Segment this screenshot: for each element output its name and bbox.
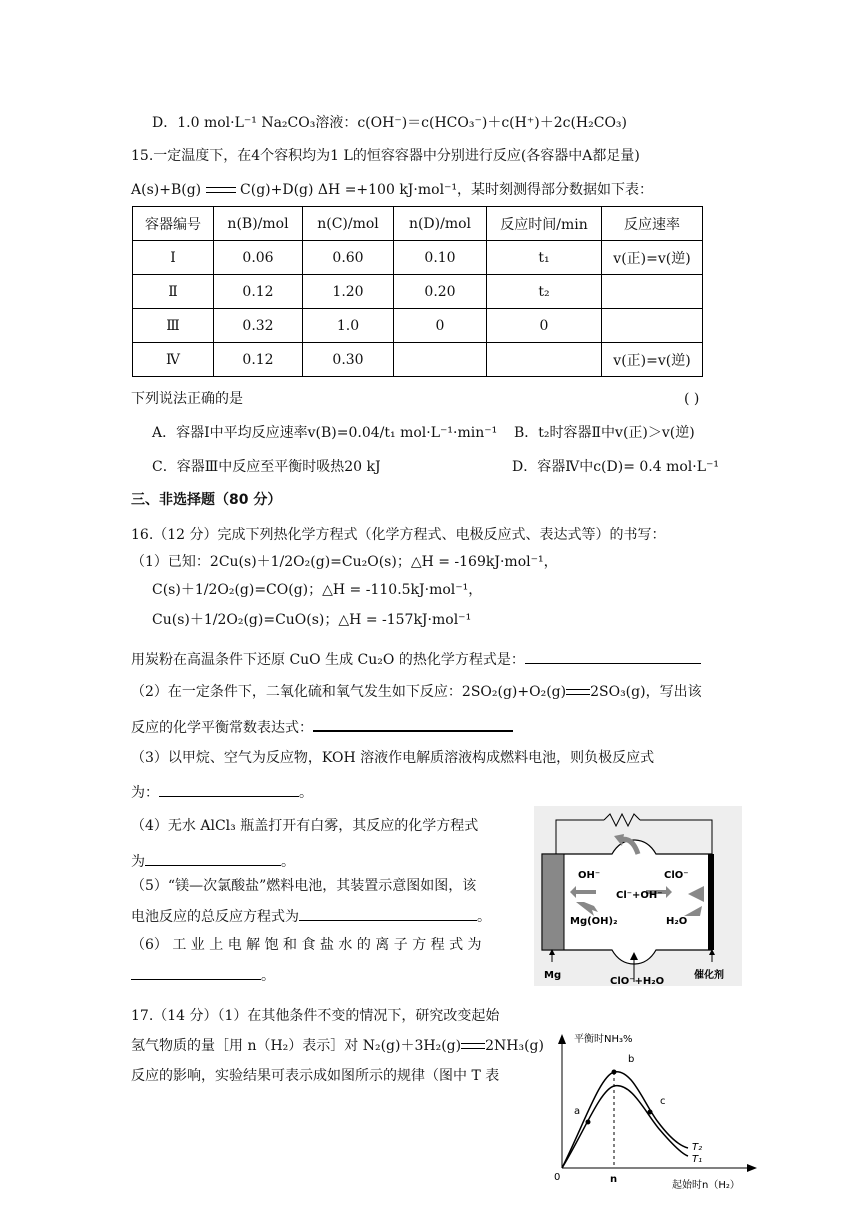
nh3-graph <box>548 1028 760 1192</box>
table-cell: 0.32 <box>214 309 303 343</box>
q15-reaction-right: C(g)+D(g) ΔH =+100 kJ·mol⁻¹，某时刻测得部分数据如下表： <box>240 182 654 198</box>
table-cell: v(正)=v(逆) <box>602 343 703 377</box>
table-cell: 1.20 <box>303 275 394 309</box>
q16-p2-text: （2）在一定条件下，二氧化硫和氧气发生如下反应：2SO₂(g)+O₂(g) <box>131 684 567 700</box>
q15-option-a: A．容器Ⅰ中平均反应速率v(B)=0.04/t₁ mol·L⁻¹·min⁻¹ <box>152 425 498 441</box>
table-cell: 0.30 <box>303 343 394 377</box>
equilibrium-arrow-icon <box>461 1041 485 1051</box>
q17-line2 <box>131 1036 544 1056</box>
q16-stem: 16.（12 分）完成下列热化学方程式（化学方程式、电极反应式、表达式等）的书写： <box>131 527 666 543</box>
q16-p5-line1: （5）“镁—次氯酸盐”燃料电池，其装置示意图如图，该 <box>131 878 477 894</box>
q16-p4-line1: （4）无水 AlCl₃ 瓶盖打开有白雾，其反应的化学方程式 <box>131 818 479 834</box>
equilibrium-arrow-icon <box>566 687 590 697</box>
period: 。 <box>299 785 313 801</box>
table-cell <box>602 275 703 309</box>
n-tick-label: n <box>610 1174 618 1185</box>
section-heading: 三、非选择题（80 分） <box>131 492 282 508</box>
q16-p5-line2 <box>131 905 491 927</box>
table-cell: Ⅲ <box>133 309 214 343</box>
answer-blank[interactable] <box>313 715 513 732</box>
point-a-label: a <box>574 1106 581 1117</box>
table-row <box>133 241 703 275</box>
curve-t2-label: T₂ <box>692 1142 703 1153</box>
answer-blank[interactable] <box>131 964 261 980</box>
label-oh: OH⁻ <box>578 870 601 881</box>
x-axis-label: 起始时n（H₂） <box>672 1180 740 1191</box>
q16-p3-question: 为： <box>131 785 159 801</box>
answer-blank[interactable] <box>159 781 299 797</box>
period: 。 <box>281 854 295 870</box>
q17-line1: 17.（14 分）（1）在其他条件不变的情况下，研究改变起始 <box>131 1008 500 1024</box>
q16-p1-line3: Cu(s)＋1/2O₂(g)=CuO(s)；△H = -157kJ·mol⁻¹ <box>152 612 472 628</box>
table-cell: Ⅳ <box>133 343 214 377</box>
q16-p5-question: 电池反应的总反应方程式为 <box>131 909 299 925</box>
table-row <box>133 343 703 377</box>
q16-p3-line2 <box>131 781 313 803</box>
q16-p6-line2 <box>131 964 275 986</box>
table-header-cell: n(B)/mol <box>214 207 303 241</box>
q17-line2-tail: 2NH₃(g) <box>485 1038 544 1054</box>
q15-option-d: D．容器Ⅳ中c(D)= 0.4 mol·L⁻¹ <box>512 459 720 475</box>
q15-stem: 15.一定温度下，在4个容积均为1 L的恒容容器中分别进行反应(各容器中A都足量) <box>131 148 640 164</box>
period: 。 <box>477 909 491 925</box>
table-cell: 0 <box>394 309 487 343</box>
q16-p4-line2 <box>131 850 295 872</box>
q15-prompt: 下列说法正确的是 <box>131 391 243 407</box>
table-cell: 0.06 <box>214 241 303 275</box>
q16-p4-question: 为 <box>131 854 145 870</box>
label-mg: Mg <box>544 970 562 981</box>
equilibrium-arrow-icon <box>206 185 236 195</box>
answer-blank[interactable] <box>525 648 701 664</box>
q16-p1-text: 用炭粉在高温条件下还原 CuO 生成 Cu₂O 的热化学方程式是： <box>131 652 525 668</box>
table-cell: t₂ <box>487 275 602 309</box>
table-cell: 0.12 <box>214 343 303 377</box>
label-catalyst: 催化剂 <box>694 970 724 981</box>
q16-p2-line1 <box>131 682 702 702</box>
table-header-row <box>133 207 703 241</box>
period: 。 <box>261 968 275 984</box>
table-cell: Ⅱ <box>133 275 214 309</box>
q17-line3: 反应的影响，实验结果可表示成如图所示的规律（图中 T 表 <box>131 1068 500 1084</box>
label-mgoh2: Mg(OH)₂ <box>570 916 618 927</box>
table-header-cell: 容器编号 <box>133 207 214 241</box>
q14-option-d: D．1.0 mol·L⁻¹ Na₂CO₃溶液：c(OH⁻)＝c(HCO₃⁻)＋c(H⁺)＋2c(H₂CO₃) <box>152 115 627 131</box>
nh3-graph-svg <box>548 1028 760 1192</box>
table-cell: Ⅰ <box>133 241 214 275</box>
fuel-cell-figure <box>534 806 742 986</box>
q15-reaction-left: A(s)+B(g) <box>131 182 202 198</box>
label-h2o: H₂O <box>666 916 688 927</box>
table-row <box>133 309 703 343</box>
table-cell: 1.0 <box>303 309 394 343</box>
table-cell: 0.12 <box>214 275 303 309</box>
table-cell: 0.10 <box>394 241 487 275</box>
label-clo: ClO⁻ <box>664 870 689 881</box>
table-cell: 0.20 <box>394 275 487 309</box>
table-cell: 0.60 <box>303 241 394 275</box>
table-cell <box>602 309 703 343</box>
q16-p2-text-tail: 2SO₃(g)，写出该 <box>590 684 702 700</box>
curve-t1-label: T₁ <box>692 1154 703 1165</box>
q16-p1-line1: （1）已知：2Cu(s)＋1/2O₂(g)=Cu₂O(s)；△H = -169kJ·mol⁻¹， <box>131 554 558 570</box>
q16-p2-line2 <box>131 715 513 738</box>
q15-option-c: C．容器Ⅲ中反应至平衡时吸热20 kJ <box>152 459 381 475</box>
table-cell <box>487 343 602 377</box>
table-header-cell: 反应速率 <box>602 207 703 241</box>
table-header-cell: n(D)/mol <box>394 207 487 241</box>
q15-data-table <box>132 206 703 377</box>
q16-p1-question <box>131 648 701 670</box>
table-cell: t₁ <box>487 241 602 275</box>
q16-p6-line1: （6） 工 业 上 电 解 饱 和 食 盐 水 的 离 子 方 程 式 为 <box>131 937 482 953</box>
table-cell: v(正)=v(逆) <box>602 241 703 275</box>
q16-p3-line1: （3）以甲烷、空气为反应物，KOH 溶液作电解质溶液构成燃料电池，则负极反应式 <box>131 750 655 766</box>
q15-reaction <box>131 180 653 200</box>
table-row <box>133 275 703 309</box>
table-cell <box>394 343 487 377</box>
point-c-label: c <box>660 1096 666 1107</box>
q16-p1-line2: C(s)＋1/2O₂(g)=CO(g)；△H = -110.5kJ·mol⁻¹， <box>152 582 483 598</box>
y-axis-label: 平衡时NH₃% <box>574 1034 633 1045</box>
origin-label: 0 <box>554 1172 561 1183</box>
table-header-cell: 反应时间/min <box>487 207 602 241</box>
fuel-cell-diagram <box>534 806 742 986</box>
point-b-label: b <box>628 1054 635 1065</box>
q15-option-b: B．t₂时容器Ⅱ中v(正)＞v(逆) <box>514 425 695 441</box>
label-cl-oh: Cl⁻+OH⁻ <box>616 890 663 901</box>
answer-blank[interactable] <box>145 850 281 866</box>
table-header-cell: n(C)/mol <box>303 207 394 241</box>
q17-line2-text: 氢气物质的量［用 n（H₂）表示］对 N₂(g)＋3H₂(g) <box>131 1038 462 1054</box>
label-clo-h2o: ClO⁻+H₂O <box>610 976 665 986</box>
answer-bracket: ( ) <box>684 391 700 407</box>
q16-p2-question: 反应的化学平衡常数表达式： <box>131 720 313 736</box>
answer-blank[interactable] <box>299 905 477 921</box>
table-cell: 0 <box>487 309 602 343</box>
